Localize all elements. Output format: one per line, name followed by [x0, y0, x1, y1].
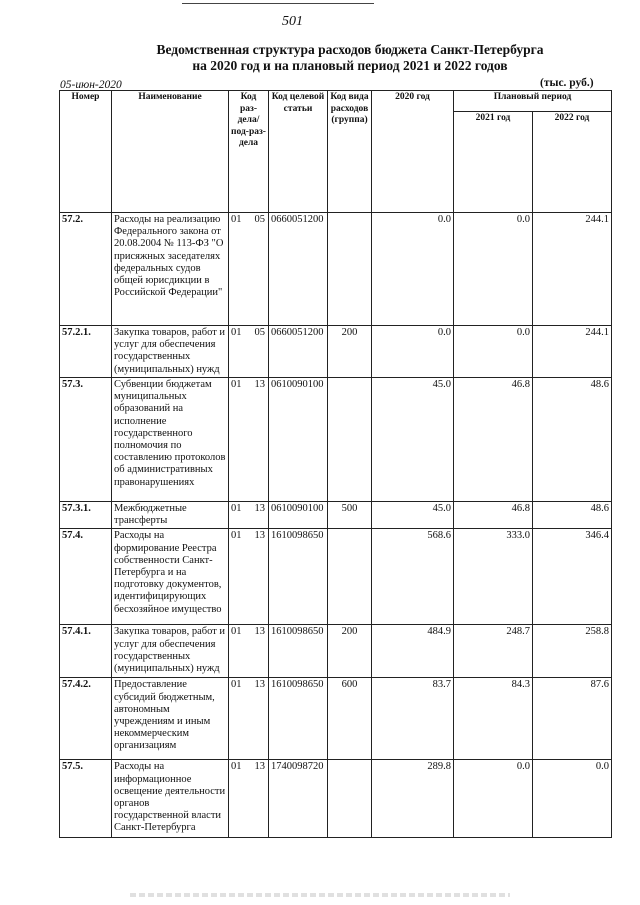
header-section-code: Код раз-дела/ под-раз-дела: [229, 91, 269, 213]
row-expense-type: [328, 529, 372, 625]
row-number: 57.2.1.: [60, 326, 112, 378]
row-name: Межбюджетные трансферты: [112, 502, 229, 529]
row-amount-2021: 248.7: [454, 625, 533, 678]
row-amount-2020: 289.8: [372, 760, 454, 838]
row-section-code: [229, 760, 269, 838]
table-row: [60, 678, 612, 760]
row-amount-2020: 568.6: [372, 529, 454, 625]
document-date: 05-июн-2020: [60, 79, 122, 91]
footer-scan-artifact: [130, 893, 510, 897]
section-code: 01: [231, 214, 242, 225]
row-expense-type: [328, 213, 372, 326]
row-amount-2021: 46.8: [454, 502, 533, 529]
subsection-code: 13: [254, 530, 265, 542]
row-amount-2021: 0.0: [454, 326, 533, 378]
title-line-1: Ведомственная структура расходов бюджета Санкт-Петербурга: [156, 42, 544, 57]
table-row: [60, 760, 612, 838]
row-name: Субвенции бюджетам муниципальных образований на исполнение государственного полномочия по составлению протоколов об административных правонарушениях: [112, 378, 229, 502]
subsection-code: 13: [254, 679, 265, 691]
row-expense-type: [328, 760, 372, 838]
section-code: 01: [231, 761, 242, 773]
section-code: 01: [231, 679, 242, 691]
subsection-code: 05: [254, 327, 265, 338]
row-name: Предоставление субсидий бюджетным, автономным учреждениям и иным некоммерческим организациям: [112, 678, 229, 760]
row-section-code: [229, 213, 269, 326]
row-target-code: 1610098650: [269, 625, 328, 678]
row-amount-2022: 244.1: [533, 326, 612, 378]
document-title: [60, 42, 640, 74]
row-target-code: 1740098720: [269, 760, 328, 838]
row-amount-2020: 45.0: [372, 502, 454, 529]
subsection-code: 13: [254, 626, 265, 638]
table-row: [60, 625, 612, 678]
row-section-code: [229, 529, 269, 625]
row-amount-2021: 46.8: [454, 378, 533, 502]
row-expense-type: [328, 378, 372, 502]
row-number: 57.4.2.: [60, 678, 112, 760]
row-target-code: 0660051200: [269, 213, 328, 326]
row-expense-type: 200: [328, 326, 372, 378]
row-amount-2022: 0.0: [533, 760, 612, 838]
row-target-code: 1610098650: [269, 529, 328, 625]
row-expense-type: 200: [328, 625, 372, 678]
row-amount-2021: 333.0: [454, 529, 533, 625]
row-amount-2022: 48.6: [533, 378, 612, 502]
row-name: Закупка товаров, работ и услуг для обеспечения государственных (муниципальных) нужд: [112, 625, 229, 678]
row-amount-2021: 0.0: [454, 213, 533, 326]
row-name: Расходы на формирование Реестра собственности Санкт-Петербурга и на подготовку документов, идентифицирующих бесхозяйное имущество: [112, 529, 229, 625]
subsection-code: 13: [254, 379, 265, 390]
header-target-code: Код целевой статьи: [269, 91, 328, 213]
row-section-code: [229, 625, 269, 678]
row-section-code: [229, 378, 269, 502]
row-amount-2022: 258.8: [533, 625, 612, 678]
units-label: (тыс. руб.): [540, 77, 594, 89]
row-number: 57.5.: [60, 760, 112, 838]
budget-table: [59, 90, 612, 838]
row-amount-2022: 87.6: [533, 678, 612, 760]
row-name: Закупка товаров, работ и услуг для обеспечения государственных (муниципальных) нужд: [112, 326, 229, 378]
table-row: [60, 326, 612, 378]
section-code: 01: [231, 327, 242, 338]
table-row: [60, 378, 612, 502]
row-target-code: 1610098650: [269, 678, 328, 760]
row-amount-2020: 0.0: [372, 213, 454, 326]
row-amount-2021: 0.0: [454, 760, 533, 838]
row-number: 57.2.: [60, 213, 112, 326]
table-row: [60, 213, 612, 326]
row-number: 57.4.1.: [60, 625, 112, 678]
header-name: Наименование: [112, 91, 229, 213]
subsection-code: 13: [254, 503, 265, 514]
title-line-2: на 2020 год и на плановый период 2021 и 2022 годов: [192, 58, 508, 73]
row-amount-2020: 83.7: [372, 678, 454, 760]
top-rule: [182, 3, 374, 4]
row-name: Расходы на информационное освещение деятельности органов государственной власти Санкт-Петербурга: [112, 760, 229, 838]
row-amount-2022: 48.6: [533, 502, 612, 529]
header-expense-type-code: Код вида расходов (группа): [328, 91, 372, 213]
header-year-2021: 2021 год: [454, 112, 533, 213]
row-expense-type: 500: [328, 502, 372, 529]
row-target-code: 0610090100: [269, 378, 328, 502]
header-year-2020: 2020 год: [372, 91, 454, 213]
header-number: Номер: [60, 91, 112, 213]
subsection-code: 13: [254, 761, 265, 773]
row-number: 57.3.: [60, 378, 112, 502]
row-section-code: [229, 502, 269, 529]
row-name: Расходы на реализацию Федерального закона от 20.08.2004 № 113-ФЗ "О присяжных заседателях федеральных судов общей юрисдикции в Российской Федерации": [112, 213, 229, 326]
row-amount-2021: 84.3: [454, 678, 533, 760]
section-code: 01: [231, 379, 242, 390]
row-amount-2022: 346.4: [533, 529, 612, 625]
header-plan-period: Плановый период: [454, 91, 612, 112]
row-number: 57.3.1.: [60, 502, 112, 529]
page-number: 501: [282, 14, 303, 29]
row-number: 57.4.: [60, 529, 112, 625]
table-row: [60, 529, 612, 625]
row-expense-type: 600: [328, 678, 372, 760]
row-section-code: [229, 678, 269, 760]
row-section-code: [229, 326, 269, 378]
row-amount-2020: 484.9: [372, 625, 454, 678]
row-amount-2020: 0.0: [372, 326, 454, 378]
section-code: 01: [231, 530, 242, 542]
row-amount-2022: 244.1: [533, 213, 612, 326]
row-target-code: 0660051200: [269, 326, 328, 378]
header-year-2022: 2022 год: [533, 112, 612, 213]
row-target-code: 0610090100: [269, 502, 328, 529]
table-row: [60, 502, 612, 529]
row-amount-2020: 45.0: [372, 378, 454, 502]
section-code: 01: [231, 626, 242, 638]
section-code: 01: [231, 503, 242, 514]
subsection-code: 05: [254, 214, 265, 225]
